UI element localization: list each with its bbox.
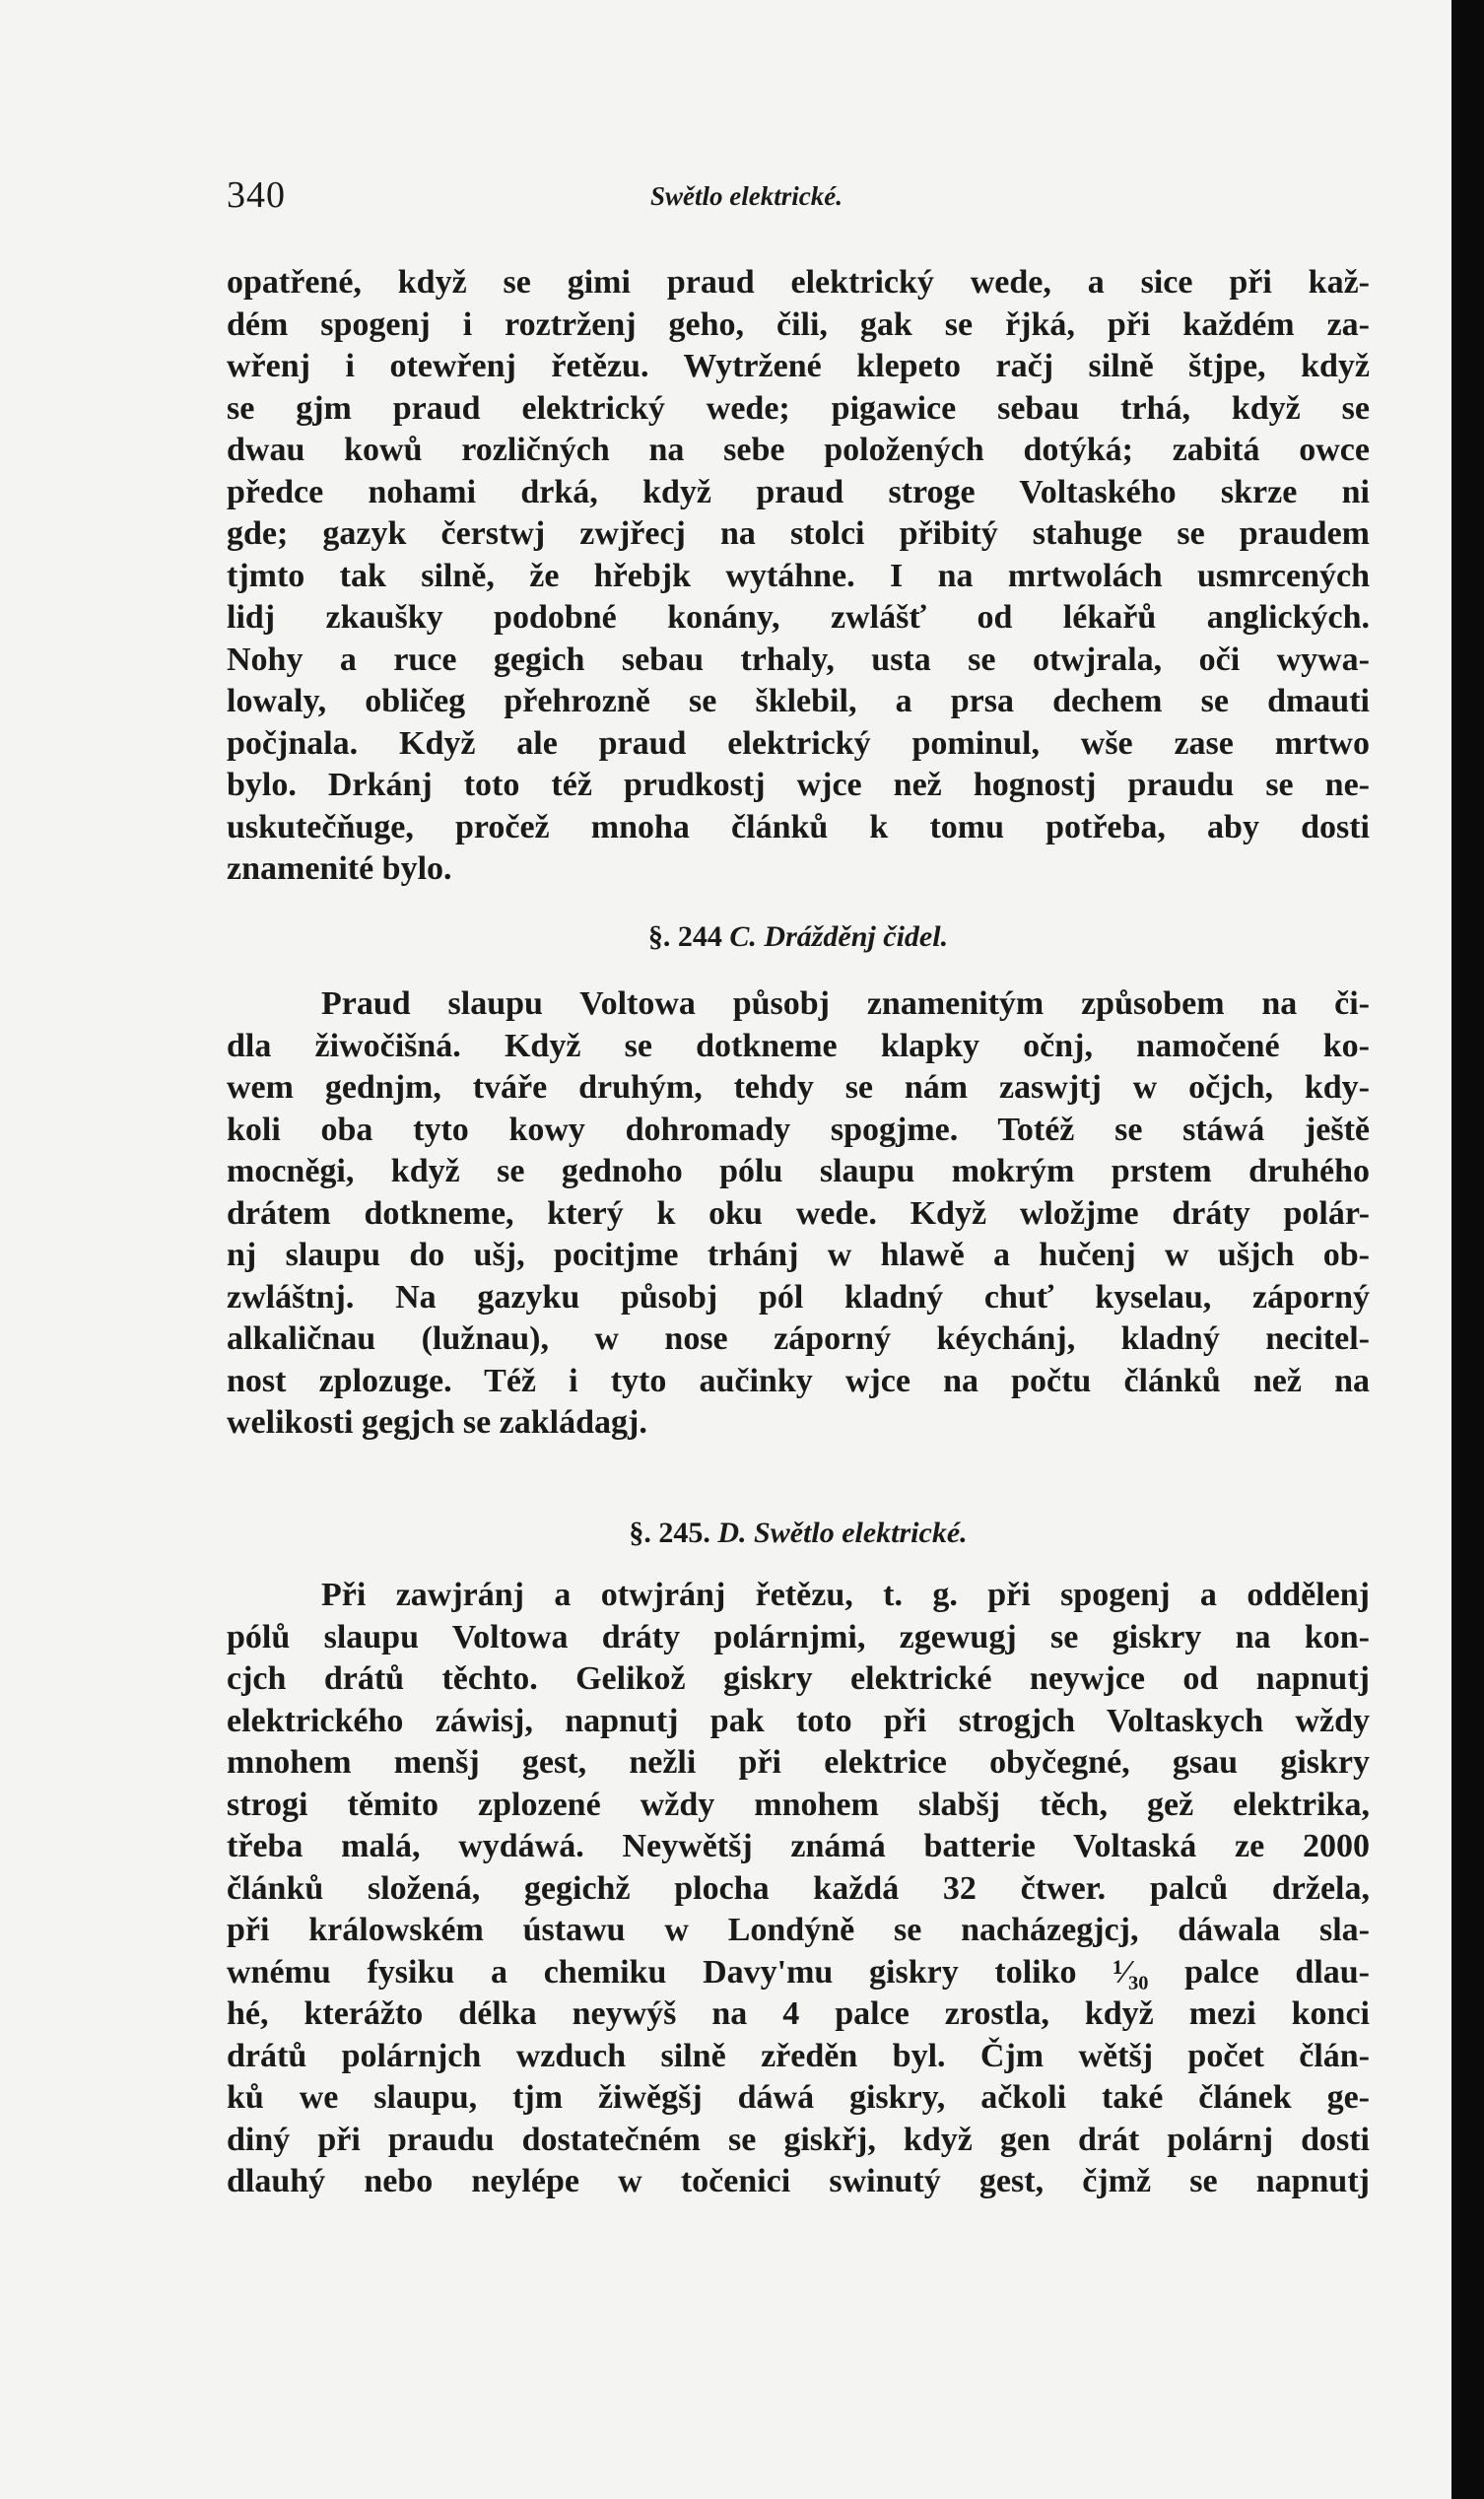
page-edge-shadow xyxy=(1451,0,1484,2499)
text-line: počjnala. Když ale praud elektrický pominul, wše zase mrtwo xyxy=(227,724,1370,762)
section-heading-244 xyxy=(227,916,1370,958)
text-line: zwláštnj. Na gazyku působj pól kladný chuť kyselau, záporný xyxy=(227,1278,1370,1316)
text-line: gde; gazyk čerstwj zwjřecj na stolci přibitý stahuge se praudem xyxy=(227,515,1370,552)
text-line: lowaly, obličeg přehrozně se šklebil, a prsa dechem se dmauti xyxy=(227,683,1370,719)
text-line: hé, kterážto délka neywýš na 4 palce zrostla, když mezi konci xyxy=(227,1995,1370,2032)
running-title: Swětlo elektrické. xyxy=(650,181,843,211)
text-line: mocněgi, když se gednoho pólu slaupu mokrým prstem druhého xyxy=(227,1153,1370,1189)
text-line: welikosti gegjch se zakládagj. xyxy=(227,1404,647,1441)
text-line: dwau kowů rozličných na sebe položených dotýká; zabitá owce xyxy=(227,432,1370,468)
text-line: alkaličnau (lužnau), w nose záporný kéychánj, kladný necitel- xyxy=(227,1320,1370,1357)
section-heading-245 xyxy=(227,1513,1370,1554)
section-number: §. 244 xyxy=(647,920,722,953)
section-number: §. 245. xyxy=(629,1517,710,1549)
text-line: opatřené, když se gimi praud elektrický wede, a sice při kaž- xyxy=(227,264,1370,301)
text-line: drátem dotkneme, který k oku wede. Když wložjme dráty polár- xyxy=(227,1194,1370,1232)
text-line: diný při praudu dostatečném se giskřj, když gen drát polárnj dosti xyxy=(227,2121,1370,2158)
text-line: wem gednjm, tváře druhým, tehdy se nám zaswjtj w očjch, kdy- xyxy=(227,1069,1370,1106)
section-title: D. Swětlo elektrické. xyxy=(717,1517,968,1549)
text-line: předce nohami drká, když praud stroge Voltaského skrze ni xyxy=(227,473,1370,510)
text-line: článků složená, gegichž plocha každá 32 čtwer. palců držela, xyxy=(227,1869,1370,1907)
text-line: znamenité bylo. xyxy=(227,850,452,887)
text-line: Při zawjránj a otwjránj řetězu, t. g. při spogenj a oddělenj xyxy=(321,1577,1370,1613)
text-line: Praud slaupu Voltowa působj znamenitým způsobem na či- xyxy=(321,985,1370,1022)
text-line: ků we slaupu, tjm žiwěgšj dáwá giskry, ačkoli také článek ge- xyxy=(227,2079,1370,2116)
text-line: cjch drátů těchto. Gelikož giskry elektrické neywjce od napnutj xyxy=(227,1660,1370,1697)
text-line: lidj zkaušky podobné konány, zwlášť od lékařů anglických. xyxy=(227,599,1370,636)
text-line: wnému fysiku a chemiku Davy'mu giskry toliko ¹⁄₃₀ palce dlau- xyxy=(227,1953,1370,1991)
text-line: se gjm praud elektrický wede; pigawice sebau trhá, když se xyxy=(227,389,1370,427)
text-line: strogi těmito zplozené wždy mnohem slabšj těch, gež elektrika, xyxy=(227,1786,1370,1823)
section-title: C. Drážděnj čidel. xyxy=(729,920,949,953)
text-line: třeba malá, wydáwá. Neywětšj známá batterie Voltaská ze 2000 xyxy=(227,1828,1370,1864)
text-line: tjmto tak silně, že hřebjk wytáhne. I na mrtwolách usmrcených xyxy=(227,557,1370,594)
text-line: pólů slaupu Voltowa dráty polárnjmi, zgewugj se giskry na kon- xyxy=(227,1618,1370,1655)
paragraph-2 xyxy=(227,983,1370,1445)
text-line: při králowském ústawu w Londýně se nacházegjcj, dáwala sla- xyxy=(227,1912,1370,1948)
text-line: nj slaupu do ušj, pocitjme trhánj w hlawě a hučenj w ušjch ob- xyxy=(227,1237,1370,1273)
text-line: dla žiwočišná. Když se dotkneme klapky očnj, namočené ko- xyxy=(227,1027,1370,1064)
paragraph-3 xyxy=(227,1575,1370,2203)
running-head xyxy=(227,173,1370,223)
text-line: mnohem menšj gest, nežli při elektrice obyčegné, gsau giskry xyxy=(227,1744,1370,1781)
text-line: uskutečňuge, pročež mnoha článků k tomu potřeba, aby dosti xyxy=(227,808,1370,845)
text-line: dlauhý nebo neylépe w točenici swinutý gest, čjmž se napnutj xyxy=(227,2163,1370,2199)
text-line: wřenj i otewřenj řetězu. Wytržené klepeto račj silně štjpe, když xyxy=(227,348,1370,384)
text-line: bylo. Drkánj toto též prudkostj wjce než hognostj praudu se ne- xyxy=(227,767,1370,803)
text-line: dém spogenj i roztrženj geho, čili, gak se řjká, při každém za- xyxy=(227,305,1370,343)
text-line: koli oba tyto kowy dohromady spogjme. Totéž se stáwá ještě xyxy=(227,1111,1370,1148)
text-line: drátů polárnjch wzduch silně zředěn byl. Čjm wětšj počet člán- xyxy=(227,2037,1370,2074)
text-line: elektrického záwisj, napnutj pak toto při strogjch Voltaskych wždy xyxy=(227,1702,1370,1739)
text-line: nost zplozuge. Též i tyto aučinky wjce na počtu článků než na xyxy=(227,1362,1370,1399)
paragraph-1 xyxy=(227,262,1370,891)
page-number: 340 xyxy=(227,174,286,216)
text-line: Nohy a ruce gegich sebau trhaly, usta se otwjrala, oči wywa- xyxy=(227,641,1370,678)
